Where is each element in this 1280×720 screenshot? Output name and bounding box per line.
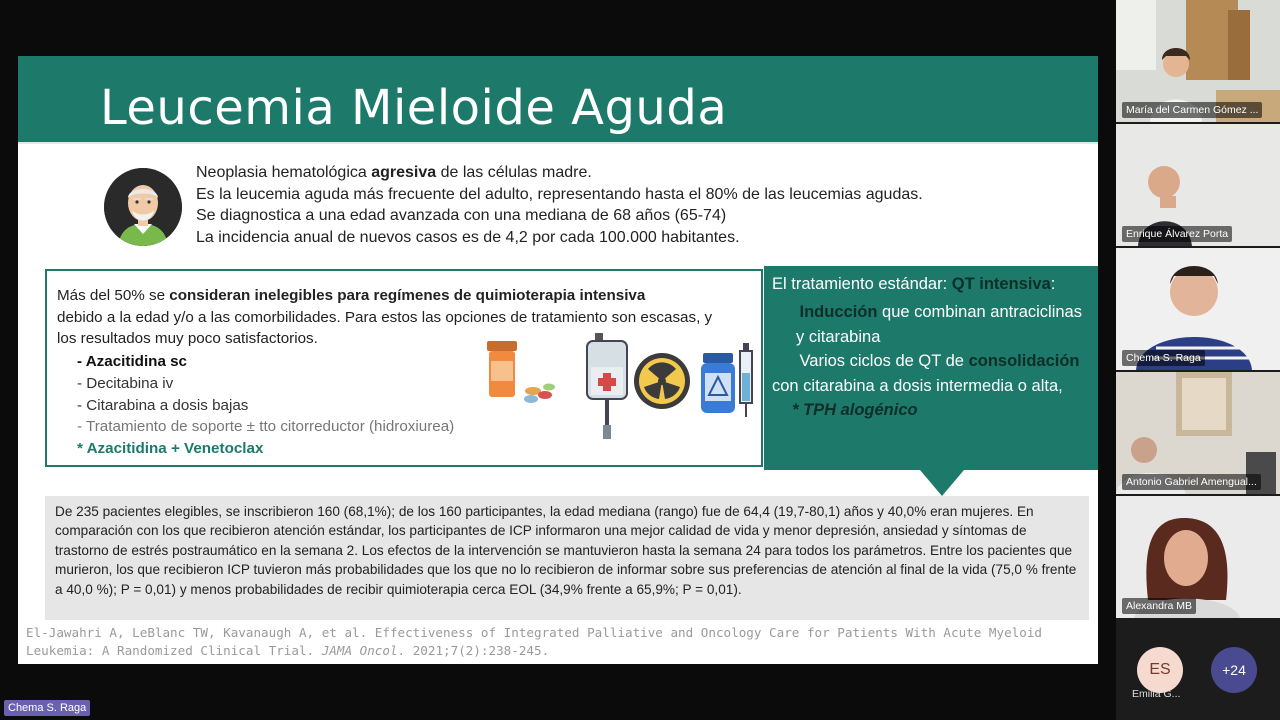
list-item: * Azacitidina + Venetoclax	[77, 440, 264, 458]
title-bar	[18, 56, 1098, 142]
participant-name: Alexandra MB	[1122, 598, 1196, 614]
participant-name: Enrique Álvarez Porta	[1122, 226, 1232, 242]
summary-text: De 235 pacientes elegibles, se inscribieron 160 (68,1%); de los 160 participantes, la edad mediana (rango) fue de 64,4 (19,7-80,1) años y 40,0% eran mujeres. En comparación con los que recibieron atención estándar, los participantes de ICP informaron una mejor calidad de vida y menor depresión, ansiedad y síntomas de trastorno de estrés postraumático en la semana 2. Los efectos de la intervención se mantuvieron hasta la semana 24 para todos los parámetros. Entre los pacientes que murieron, los que recibieron ICP tuvieron más probabilidades que los que no lo recibieron de informar sobre sus preferencias de atención al final de la vida (75,0 % frente a 40,0 %); P = 0,01) y menos probabilidades de recibir quimioterapia cerca EOL (34,9% frente a 65,9%; P = 0,01).	[55, 504, 1077, 597]
intro-line: La incidencia anual de nuevos casos es de 4,2 por cada 100.000 habitantes.	[196, 228, 740, 246]
ineligible-text: Más del 50% se consideran inelegibles para regímenes de quimioterapia intensiva debido a la edad y/o a las comorbilidades. Para estos las opciones de tratamiento son escasas, y los resultados muy poco satisfactorios.	[57, 287, 713, 347]
slide	[18, 56, 1098, 664]
medication-illustration	[487, 333, 757, 453]
list-item: - Decitabina iv	[77, 374, 174, 392]
standard-treatment-box	[764, 266, 1098, 470]
study-summary	[45, 496, 1089, 620]
iv-bag-icon	[587, 333, 627, 439]
medicine-jar-icon	[701, 353, 735, 413]
elderly-man-icon	[104, 168, 182, 246]
participant-avatar[interactable]: ES	[1137, 647, 1183, 693]
participant-tile[interactable]	[1116, 0, 1280, 122]
citation: El-Jawahri A, LeBlanc TW, Kavanaugh A, et al. Effectiveness of Integrated Palliative and Oncology Care for Patients With Acute Myeloid Leukemia: A Randomized Clinical Trial. JAMA Oncol. 2021;7(2):238-245.	[26, 625, 1042, 658]
list-item: - Citarabina a dosis bajas	[77, 396, 249, 414]
tph-text: * TPH alogénico	[792, 401, 918, 420]
treatment-options-list	[77, 351, 454, 460]
syringe-icon	[740, 343, 752, 417]
list-item: - Tratamiento de soporte ± tto citorreductor (hidroxiurea)	[77, 418, 455, 436]
participant-tile[interactable]	[1116, 372, 1280, 494]
intro-line: Se diagnostica a una edad avanzada con una mediana de 68 años (65-74)	[196, 207, 727, 224]
participant-panel	[1116, 0, 1280, 720]
pill-bottle-icon	[487, 341, 555, 403]
presenter-label: Chema S. Raga	[4, 700, 90, 716]
more-participants-button[interactable]: +24	[1211, 647, 1257, 693]
radiation-icon	[634, 353, 690, 409]
title-divider	[18, 142, 1098, 144]
intro-line: Neoplasia hematológica agresiva de las células madre.	[196, 164, 592, 181]
ineligible-patients-box	[45, 269, 763, 467]
intro-line: Es la leucemia aguda más frecuente del adulto, representando hasta el 80% de las leucemias agudas.	[196, 185, 923, 203]
participant-name: María del Carmen Gómez ...	[1122, 102, 1262, 118]
intro-text	[196, 162, 923, 248]
participant-tile[interactable]	[1116, 496, 1280, 618]
down-arrow-icon	[920, 470, 964, 496]
participant-tile[interactable]	[1116, 248, 1280, 370]
participant-label: Emilia G...	[1132, 688, 1181, 700]
participant-tile[interactable]	[1116, 124, 1280, 246]
participant-name: Chema S. Raga	[1122, 350, 1205, 366]
participant-name: Antonio Gabriel Amengual...	[1122, 474, 1261, 490]
standard-treatment-text: El tratamiento estándar: QT intensiva: Inducción que combinan antraciclinas y citarabina Varios ciclos de QT de consolidación con citarabina a dosis intermedia o alta, * TPH alogénico	[772, 272, 1092, 422]
slide-title: Leucemia Mieloide Aguda	[100, 80, 728, 136]
list-item: - Azacitidina sc	[77, 353, 187, 370]
